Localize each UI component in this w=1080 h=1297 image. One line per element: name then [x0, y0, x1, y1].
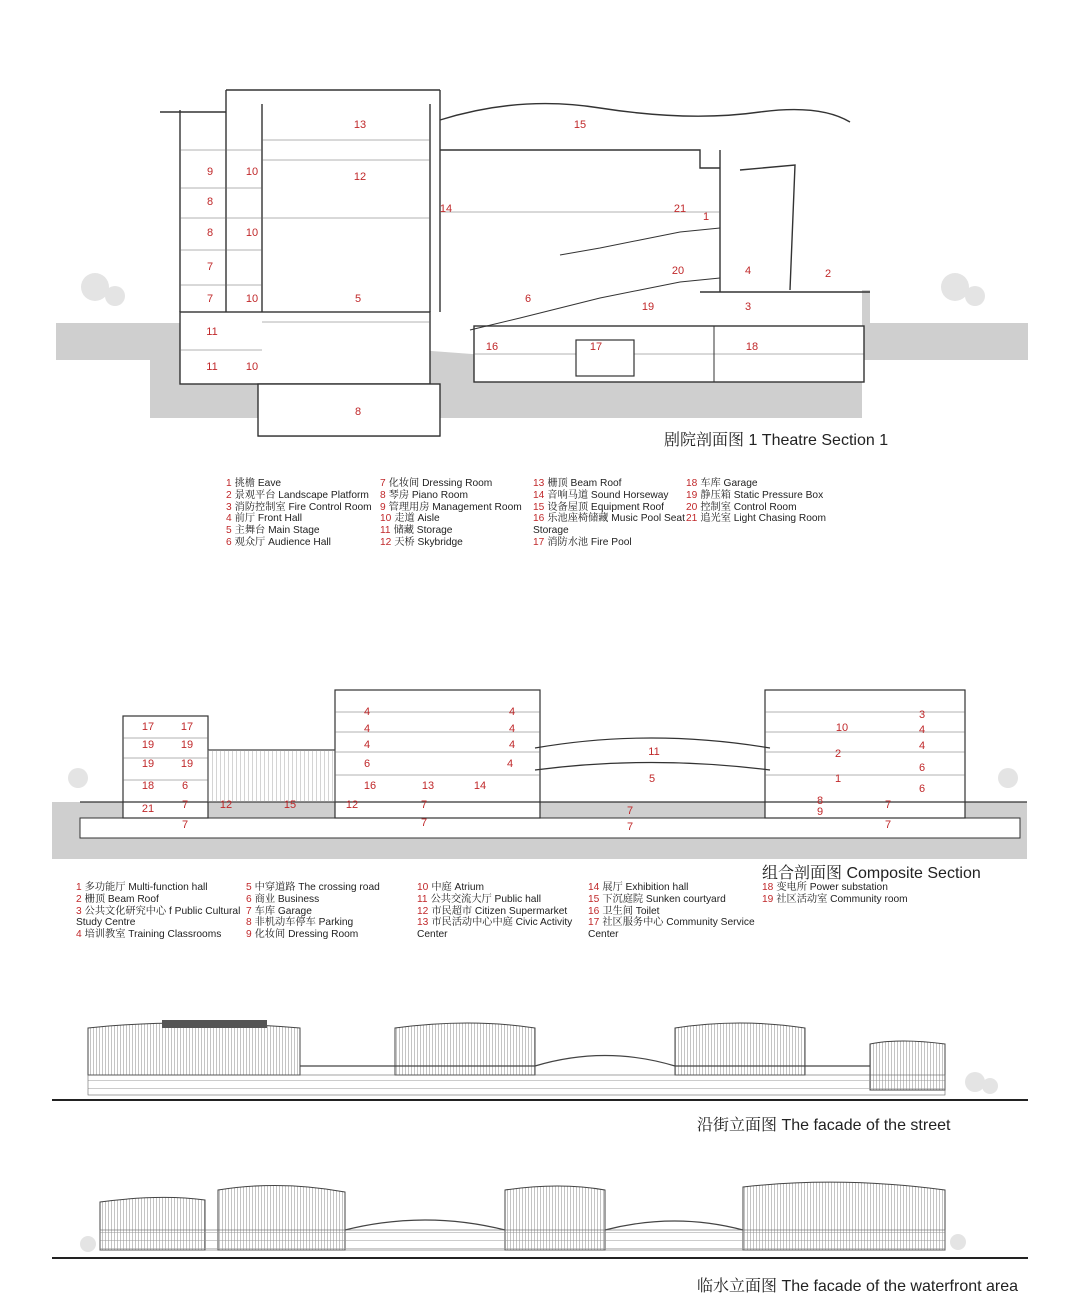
legend-item [588, 894, 755, 906]
legend-number: 19 [762, 893, 774, 905]
legend-item [533, 502, 685, 514]
legend-item [226, 478, 372, 490]
legend-item [762, 894, 908, 906]
legend-number: 5 [246, 882, 252, 893]
legend-text: 社区活动室 Community room [776, 893, 908, 905]
composite-room-number-27: 5 [648, 773, 656, 785]
legend-number: 16 [588, 905, 600, 917]
legend-number: 18 [762, 882, 774, 893]
composite-room-number-9: 7 [181, 799, 189, 811]
composite-room-number-31: 3 [918, 709, 926, 721]
legend-column [762, 882, 908, 906]
legend-item [226, 490, 372, 502]
legend-number: 21 [686, 513, 698, 525]
legend-number: 6 [226, 536, 232, 548]
legend-text: 前厅 Front Hall [234, 513, 303, 525]
legend-number: 3 [76, 905, 82, 917]
legend-number: 17 [533, 536, 545, 548]
legend-text: 乐池座椅储藏 Music Pool Seat [547, 513, 685, 525]
legend-item [417, 917, 572, 929]
legend-column [686, 478, 826, 525]
theatre-room-number-23: 17 [589, 341, 603, 353]
legend-number: 16 [533, 513, 545, 525]
composite-room-number-4: 19 [141, 758, 155, 770]
composite-room-number-0: 17 [141, 721, 155, 733]
theatre-room-number-0: 13 [353, 119, 367, 131]
theatre-room-number-21: 11 [206, 326, 218, 338]
theatre-room-number-19: 19 [641, 301, 655, 313]
theatre-section-caption: 剧院剖面图 1 Theatre Section 1 [664, 432, 889, 449]
legend-column [533, 478, 685, 549]
legend-text: 储藏 Storage [393, 525, 453, 537]
legend-number: 4 [76, 929, 82, 941]
composite-room-number-3: 19 [180, 739, 194, 751]
legend-text: 公共交流大厅 Public hall [430, 893, 541, 905]
legend-text: Storage [533, 525, 569, 537]
theatre-room-number-10: 10 [245, 227, 259, 239]
composite-room-number-2: 19 [141, 739, 155, 751]
legend-item [588, 882, 755, 894]
theatre-room-number-12: 20 [671, 265, 685, 277]
legend-text: 市民超市 Citizen Supermarket [431, 905, 568, 917]
legend-item [246, 917, 380, 929]
legend-item [246, 894, 380, 906]
legend-item [76, 882, 240, 894]
theatre-room-number-9: 8 [206, 227, 214, 239]
legend-item [533, 525, 685, 537]
legend-text: 卫生间 Toilet [602, 905, 660, 917]
legend-item [226, 525, 372, 537]
waterfront-facade-caption: 临水立面图 The facade of the waterfront area [697, 1278, 1019, 1295]
legend-item [588, 917, 755, 929]
legend-text: 栅顶 Beam Roof [547, 478, 622, 489]
composite-room-number-11: 7 [181, 819, 189, 831]
composite-room-number-29: 7 [626, 821, 634, 833]
theatre-room-number-20: 3 [744, 301, 752, 313]
legend-number: 9 [246, 929, 252, 941]
theatre-legend [226, 478, 846, 558]
legend-column [76, 882, 240, 941]
legend-text: Center [588, 929, 619, 941]
legend-item [380, 525, 522, 537]
legend-text: 静压箱 Static Pressure Box [700, 489, 824, 501]
legend-number: 19 [686, 489, 698, 501]
composite-room-number-15: 4 [508, 706, 516, 718]
composite-room-number-32: 4 [918, 724, 926, 736]
legend-number: 12 [417, 905, 429, 917]
theatre-room-number-2: 9 [206, 166, 214, 178]
legend-number: 18 [686, 478, 698, 489]
legend-item [686, 478, 826, 490]
street-facade-caption: 沿街立面图 The facade of the street [697, 1117, 951, 1134]
legend-text: 挑檐 Eave [234, 478, 282, 489]
composite-room-number-6: 18 [141, 780, 155, 792]
composite-room-number-22: 13 [421, 780, 435, 792]
composite-room-number-20: 6 [363, 758, 371, 770]
legend-text: 音响马道 Sound Horseway [547, 489, 669, 501]
theatre-room-number-11: 7 [206, 261, 214, 273]
legend-column [380, 478, 522, 549]
legend-item [533, 478, 685, 490]
legend-number: 11 [417, 893, 428, 905]
legend-text: 车库 Garage [254, 905, 312, 917]
legend-item [246, 906, 380, 918]
legend-number: 10 [380, 513, 392, 525]
legend-text: 观众厅 Audience Hall [234, 536, 331, 548]
legend-item [226, 513, 372, 525]
composite-room-number-8: 21 [141, 803, 155, 815]
legend-item [417, 906, 572, 918]
composite-room-number-17: 4 [508, 723, 516, 735]
composite-room-number-30: 10 [835, 722, 849, 734]
street-facade-drawing [52, 1020, 1028, 1100]
legend-number: 2 [226, 489, 232, 501]
composite-room-number-5: 19 [180, 758, 194, 770]
composite-room-number-26: 11 [648, 746, 660, 758]
legend-item [246, 929, 380, 941]
legend-number: 13 [533, 478, 545, 489]
legend-text: 变电所 Power substation [776, 882, 888, 893]
composite-room-number-41: 7 [884, 819, 892, 831]
legend-item [380, 537, 522, 549]
theatre-room-number-18: 6 [524, 293, 532, 305]
composite-legend [76, 882, 936, 952]
legend-item [588, 906, 755, 918]
composite-room-number-38: 8 [816, 795, 824, 807]
theatre-room-number-5: 8 [206, 196, 214, 208]
composite-section-caption: 组合剖面图 Composite Section [762, 865, 981, 882]
legend-column [226, 478, 372, 549]
legend-number: 15 [588, 893, 600, 905]
legend-item [762, 882, 908, 894]
theatre-room-number-27: 8 [354, 406, 362, 418]
legend-text: 控制室 Control Room [700, 501, 797, 513]
theatre-room-number-26: 10 [245, 361, 259, 373]
legend-text: 追光室 Light Chasing Room [700, 513, 827, 525]
legend-text: 公共文化研究中心 f Public Cultural [84, 905, 241, 917]
legend-text: 琴房 Piano Room [388, 489, 468, 501]
composite-room-number-16: 4 [363, 723, 371, 735]
theatre-room-number-3: 10 [245, 166, 259, 178]
legend-number: 13 [417, 917, 429, 929]
legend-text: 中穿道路 The crossing road [254, 882, 380, 893]
legend-text: 社区服务中心 Community Service [602, 917, 755, 929]
composite-room-number-18: 4 [363, 739, 371, 751]
legend-item [686, 490, 826, 502]
legend-text: 设备屋顶 Equipment Roof [547, 501, 664, 513]
composite-room-number-1: 17 [180, 721, 194, 733]
composite-room-number-23: 14 [473, 780, 487, 792]
legend-text: 市民活动中心中庭 Civic Activity [431, 917, 573, 929]
composite-section-drawing [52, 690, 1027, 859]
legend-text: 非机动车停车 Parking [254, 917, 354, 929]
composite-room-number-12: 15 [283, 799, 297, 811]
legend-number: 4 [226, 513, 232, 525]
theatre-room-number-8: 1 [702, 211, 710, 223]
theatre-room-number-24: 18 [745, 341, 759, 353]
legend-number: 15 [533, 501, 545, 513]
legend-column [588, 882, 755, 941]
legend-number: 14 [588, 882, 600, 893]
legend-text: 栅顶 Beam Roof [84, 893, 159, 905]
legend-text: Study Centre [76, 917, 136, 929]
composite-room-number-37: 6 [918, 783, 926, 795]
theatre-room-number-4: 12 [353, 171, 367, 183]
legend-text: 下沉庭院 Sunken courtyard [602, 893, 726, 905]
theatre-room-number-7: 21 [673, 203, 687, 215]
legend-item [686, 513, 826, 525]
legend-item [226, 502, 372, 514]
theatre-room-number-1: 15 [573, 119, 587, 131]
legend-item [417, 894, 572, 906]
legend-number: 14 [533, 489, 545, 501]
legend-item [533, 490, 685, 502]
composite-room-number-40: 7 [884, 799, 892, 811]
legend-number: 8 [246, 917, 252, 929]
legend-number: 20 [686, 501, 698, 513]
legend-text: 商业 Business [254, 893, 320, 905]
theatre-room-number-14: 2 [824, 268, 832, 280]
legend-item [226, 537, 372, 549]
legend-column [417, 882, 572, 941]
legend-text: 消防水池 Fire Pool [547, 536, 632, 548]
legend-item [686, 502, 826, 514]
theatre-room-number-25: 11 [206, 361, 218, 373]
legend-number: 7 [246, 905, 252, 917]
composite-room-number-36: 1 [834, 773, 842, 785]
composite-room-number-39: 9 [816, 806, 824, 818]
legend-number: 12 [380, 536, 392, 548]
legend-item [588, 929, 755, 941]
legend-number: 1 [226, 478, 232, 489]
composite-room-number-25: 7 [420, 817, 428, 829]
legend-item [533, 513, 685, 525]
theatre-section-drawing [56, 90, 1028, 437]
theatre-room-number-16: 10 [245, 293, 259, 305]
legend-item [76, 906, 240, 918]
composite-room-number-7: 6 [181, 780, 189, 792]
legend-number: 11 [380, 525, 391, 537]
legend-number: 8 [380, 489, 386, 501]
legend-item [533, 537, 685, 549]
legend-number: 6 [246, 893, 252, 905]
legend-item [76, 917, 240, 929]
legend-number: 3 [226, 501, 232, 513]
legend-number: 17 [588, 917, 600, 929]
legend-item [417, 929, 572, 941]
legend-item [246, 882, 380, 894]
legend-text: 天桥 Skybridge [394, 536, 463, 548]
composite-room-number-24: 7 [420, 799, 428, 811]
composite-room-number-28: 7 [626, 805, 634, 817]
legend-column [246, 882, 380, 941]
legend-text: 消防控制室 Fire Control Room [234, 501, 372, 513]
composite-room-number-19: 4 [508, 739, 516, 751]
legend-number: 5 [226, 525, 232, 537]
legend-text: 中庭 Atrium [431, 882, 484, 893]
legend-text: 多功能厅 Multi-function hall [84, 882, 208, 893]
composite-room-number-35: 2 [834, 748, 842, 760]
composite-room-number-34: 6 [918, 762, 926, 774]
legend-text: 景观平台 Landscape Platform [234, 489, 369, 501]
composite-room-number-14: 4 [363, 706, 371, 718]
theatre-room-number-13: 4 [744, 265, 752, 277]
legend-item [380, 502, 522, 514]
legend-text: 主舞台 Main Stage [234, 525, 320, 537]
legend-number: 9 [380, 501, 386, 513]
legend-number: 10 [417, 882, 429, 893]
theatre-room-number-6: 14 [439, 203, 453, 215]
legend-item [380, 513, 522, 525]
legend-text: 车库 Garage [700, 478, 758, 489]
waterfront-facade-drawing [52, 1182, 1028, 1258]
legend-text: 化妆间 Dressing Room [254, 929, 359, 941]
legend-text: 化妆间 Dressing Room [388, 478, 493, 489]
composite-room-number-13: 12 [345, 799, 359, 811]
legend-text: 管理用房 Management Room [388, 501, 522, 513]
composite-room-number-21: 16 [363, 780, 377, 792]
theatre-room-number-17: 5 [354, 293, 362, 305]
legend-text: Center [417, 929, 448, 941]
legend-item [380, 490, 522, 502]
legend-number: 1 [76, 882, 82, 893]
legend-item [76, 929, 240, 941]
legend-item [417, 882, 572, 894]
legend-item [76, 894, 240, 906]
legend-item [380, 478, 522, 490]
theatre-room-number-22: 16 [485, 341, 499, 353]
legend-number: 7 [380, 478, 386, 489]
legend-text: 展厅 Exhibition hall [602, 882, 689, 893]
composite-room-number-10: 12 [219, 799, 233, 811]
legend-number: 2 [76, 893, 82, 905]
legend-text: 走道 Aisle [394, 513, 440, 525]
composite-room-number-42: 4 [506, 758, 514, 770]
theatre-room-number-15: 7 [206, 293, 214, 305]
legend-text: 培训教室 Training Classrooms [84, 929, 222, 941]
composite-room-number-33: 4 [918, 740, 926, 752]
